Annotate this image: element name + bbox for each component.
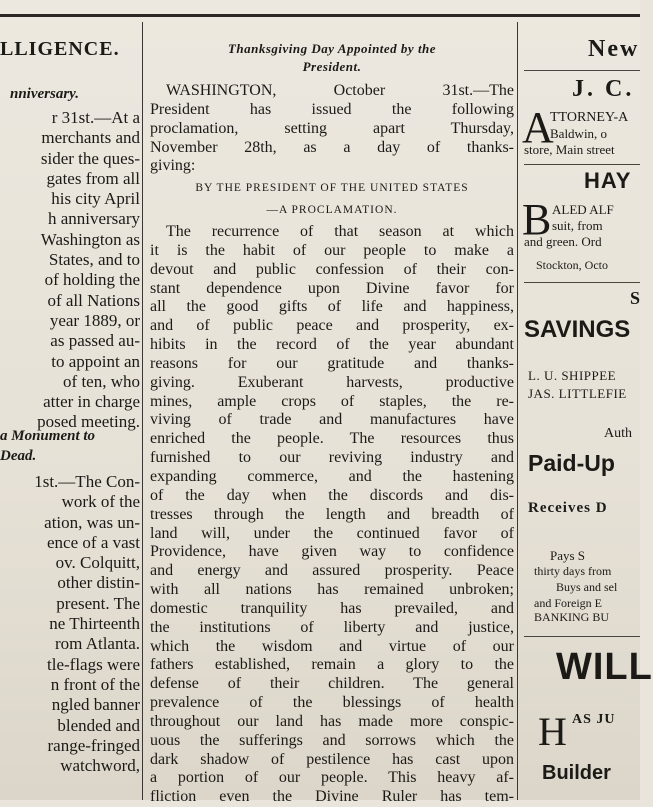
center-column xyxy=(146,0,518,806)
left-subhead-anniversary: nniversary. xyxy=(10,86,80,102)
hay-ad-heading: HAY xyxy=(584,168,632,193)
jc-ad-name: J. C. xyxy=(572,76,635,102)
left-text-line: rom Atlanta. xyxy=(55,634,140,654)
left-text-line: h anniversary xyxy=(47,209,140,229)
left-text-line: as passed au- xyxy=(50,331,140,351)
body-text-line: enriched the people. The resources thus xyxy=(150,430,514,448)
intro-text-line: proclamation, setting apart Thursday, xyxy=(150,119,514,137)
right-column xyxy=(520,0,653,800)
left-text-line: Washington as xyxy=(40,229,140,249)
attorney-line-2: Baldwin, o xyxy=(550,126,608,141)
body-text-line: furnished to our reviving industry and xyxy=(150,449,514,467)
body-text-line: viving of trade and manufactures have xyxy=(150,411,514,429)
article-title xyxy=(146,40,518,76)
left-text-line: his city April xyxy=(51,189,140,209)
receives-heading: Receives D xyxy=(528,500,608,516)
left-paragraph-2 xyxy=(0,472,140,776)
body-text-line: reasons for our gratitude and thanks- xyxy=(150,354,514,372)
by-the-president-line: BY THE PRESIDENT OF THE UNITED STATES xyxy=(195,182,469,194)
left-text-line: work of the xyxy=(61,492,140,512)
left-text-line: year 1889, or xyxy=(49,310,140,330)
baled-line-3: and green. Ord xyxy=(524,234,602,249)
intro-text-line: November 28th, as a day of thanks- xyxy=(150,138,514,156)
left-paragraph-1 xyxy=(0,108,140,433)
left-text-line: n front of the xyxy=(50,674,140,694)
attorney-dropcap: A xyxy=(522,103,554,152)
body-text-line: Providence, have given way to confidence xyxy=(150,543,514,561)
pays-line-4: and Foreign E xyxy=(534,596,602,610)
body-text-line: expanding commerce, and the hastening xyxy=(150,467,514,485)
body-text-line: and energy and assured prosperity. Peace xyxy=(150,562,514,580)
left-text-line: of all Nations xyxy=(47,290,140,310)
shippee-name: L. U. SHIPPEE xyxy=(528,368,617,383)
column-rule-left xyxy=(142,22,143,800)
left-text-line: ov. Colquitt, xyxy=(55,553,140,573)
builder-heading: Builder xyxy=(542,762,611,784)
body-text-line: the institutions of liberty and justice, xyxy=(150,618,514,636)
pays-line-2: thirty days from xyxy=(534,564,612,578)
left-text-line: 1st.—The Con- xyxy=(34,472,140,491)
left-text-line: watchword, xyxy=(60,756,140,776)
left-text-line: sider the ques- xyxy=(40,148,140,168)
left-text-line: tle-flags were xyxy=(47,654,140,674)
body-text-line: all the good gifts of life and happiness, xyxy=(150,298,514,316)
body-text-line: uous the sufferings and sorrows which the xyxy=(150,731,514,749)
body-text-line: land will, under the continued favor of xyxy=(150,524,514,542)
left-text-line: merchants and xyxy=(41,128,140,148)
left-text-line: range-fringed xyxy=(47,735,140,755)
article-title-line-1: Thanksgiving Day Appointed by the xyxy=(227,41,437,56)
body-text-line: tresses through the length and breadth of xyxy=(150,505,514,523)
left-column xyxy=(0,0,140,800)
has-text: AS JU xyxy=(572,712,616,727)
body-text-line: dark shadow of pestilence has cast upon xyxy=(150,750,514,768)
ad-divider xyxy=(524,636,640,637)
left-text-line: of ten, who xyxy=(63,371,140,391)
has-dropcap: H xyxy=(538,709,567,754)
baled-line-2: suit, from xyxy=(552,218,603,233)
body-text-line: mines, ample crops of staples, the re- xyxy=(150,392,514,410)
left-text-line: atter in charge xyxy=(43,392,140,412)
littlefield-name: JAS. LITTLEFIE xyxy=(528,386,627,401)
body-text-line: devout and public confession of their con- xyxy=(150,260,514,278)
left-text-line: blended and xyxy=(57,715,140,735)
ad-divider xyxy=(524,164,640,165)
body-text-line: and of public peace and prosperity, ex- xyxy=(150,317,514,335)
baled-line-1: ALED ALF xyxy=(552,202,614,217)
body-text-line: domestic tranquility has prevailed, and xyxy=(150,599,514,617)
auth-fragment: Auth xyxy=(604,426,632,441)
body-text-line: throughout our land has made more conspic- xyxy=(150,712,514,730)
proclamation-label: —A PROCLAMATION. xyxy=(266,204,398,216)
left-subhead-monument: a Monument to xyxy=(0,428,96,444)
left-subhead-dead: Dead. xyxy=(0,448,37,464)
left-text-line: States, and to xyxy=(48,250,140,270)
will-ad-heading: WILL xyxy=(556,646,653,688)
left-column-heading: LLIGENCE. xyxy=(0,38,120,60)
masthead-fragment: New xyxy=(588,36,640,62)
baled-dropcap: B xyxy=(522,195,552,244)
left-text-line: gates from all xyxy=(46,168,140,188)
pays-line-1: Pays S xyxy=(550,548,586,563)
pays-line-3: Buys and sel xyxy=(556,580,618,594)
body-text-line: defense of their children. The general xyxy=(150,675,514,693)
body-text-line: giving. Exuberant harvests, productive xyxy=(150,373,514,391)
body-text-line: a portion of our people. This heavy af- xyxy=(150,769,514,787)
body-text-line: with all nations has remained unbroken; xyxy=(150,581,514,599)
left-text-line: present. The xyxy=(56,593,140,613)
body-text-line: it is the habit of our people to make a xyxy=(150,241,514,259)
intro-text-line: WASHINGTON, October 31st.—The xyxy=(166,82,514,99)
intro-text-line: President has issued the following xyxy=(150,100,514,118)
ad-divider xyxy=(524,282,640,283)
paid-up-heading: Paid-Up xyxy=(528,450,615,476)
left-text-line: posed meeting. xyxy=(37,412,140,432)
intro-text-line: giving: xyxy=(150,157,196,175)
attorney-line-1: TTORNEY-A xyxy=(550,110,629,125)
pays-line-5: BANKING BU xyxy=(534,610,609,624)
article-intro xyxy=(150,82,514,176)
body-text-line: which the wisdom and virtue of our xyxy=(150,637,514,655)
ad-divider xyxy=(524,70,640,71)
body-text-line: The recurrence of that season at which xyxy=(166,223,514,240)
left-text-line: ation, was un- xyxy=(44,512,140,532)
article-body xyxy=(150,223,514,807)
stockton-dateline: Stockton, Octo xyxy=(536,258,608,272)
body-text-line: fathers established, remain a glory to the xyxy=(150,656,514,674)
left-text-line: ne Thirteenth xyxy=(49,614,140,634)
body-text-line: prevalence of the blessings of health xyxy=(150,694,514,712)
left-text-line: ngled banner xyxy=(51,695,140,715)
body-text-line: fliction even the Divine Ruler has tem- xyxy=(150,788,514,806)
left-text-line: other distin- xyxy=(57,573,140,593)
body-text-line: stant dependence upon Divine favor for xyxy=(150,279,514,297)
left-text-line: r 31st.—At a xyxy=(51,108,140,127)
left-text-line: to appoint an xyxy=(51,351,140,371)
savings-ad-letter: S xyxy=(630,288,641,308)
body-text-line: hibits in the record of the year abundant xyxy=(150,336,514,354)
savings-heading: SAVINGS xyxy=(524,316,631,343)
body-text-line: of the day when the discords and dis- xyxy=(150,486,514,504)
article-title-line-2: President. xyxy=(302,59,362,74)
left-text-line: of holding the xyxy=(44,270,140,290)
attorney-line-3: store, Main street xyxy=(524,142,615,157)
left-text-line: ence of a vast xyxy=(47,532,140,552)
